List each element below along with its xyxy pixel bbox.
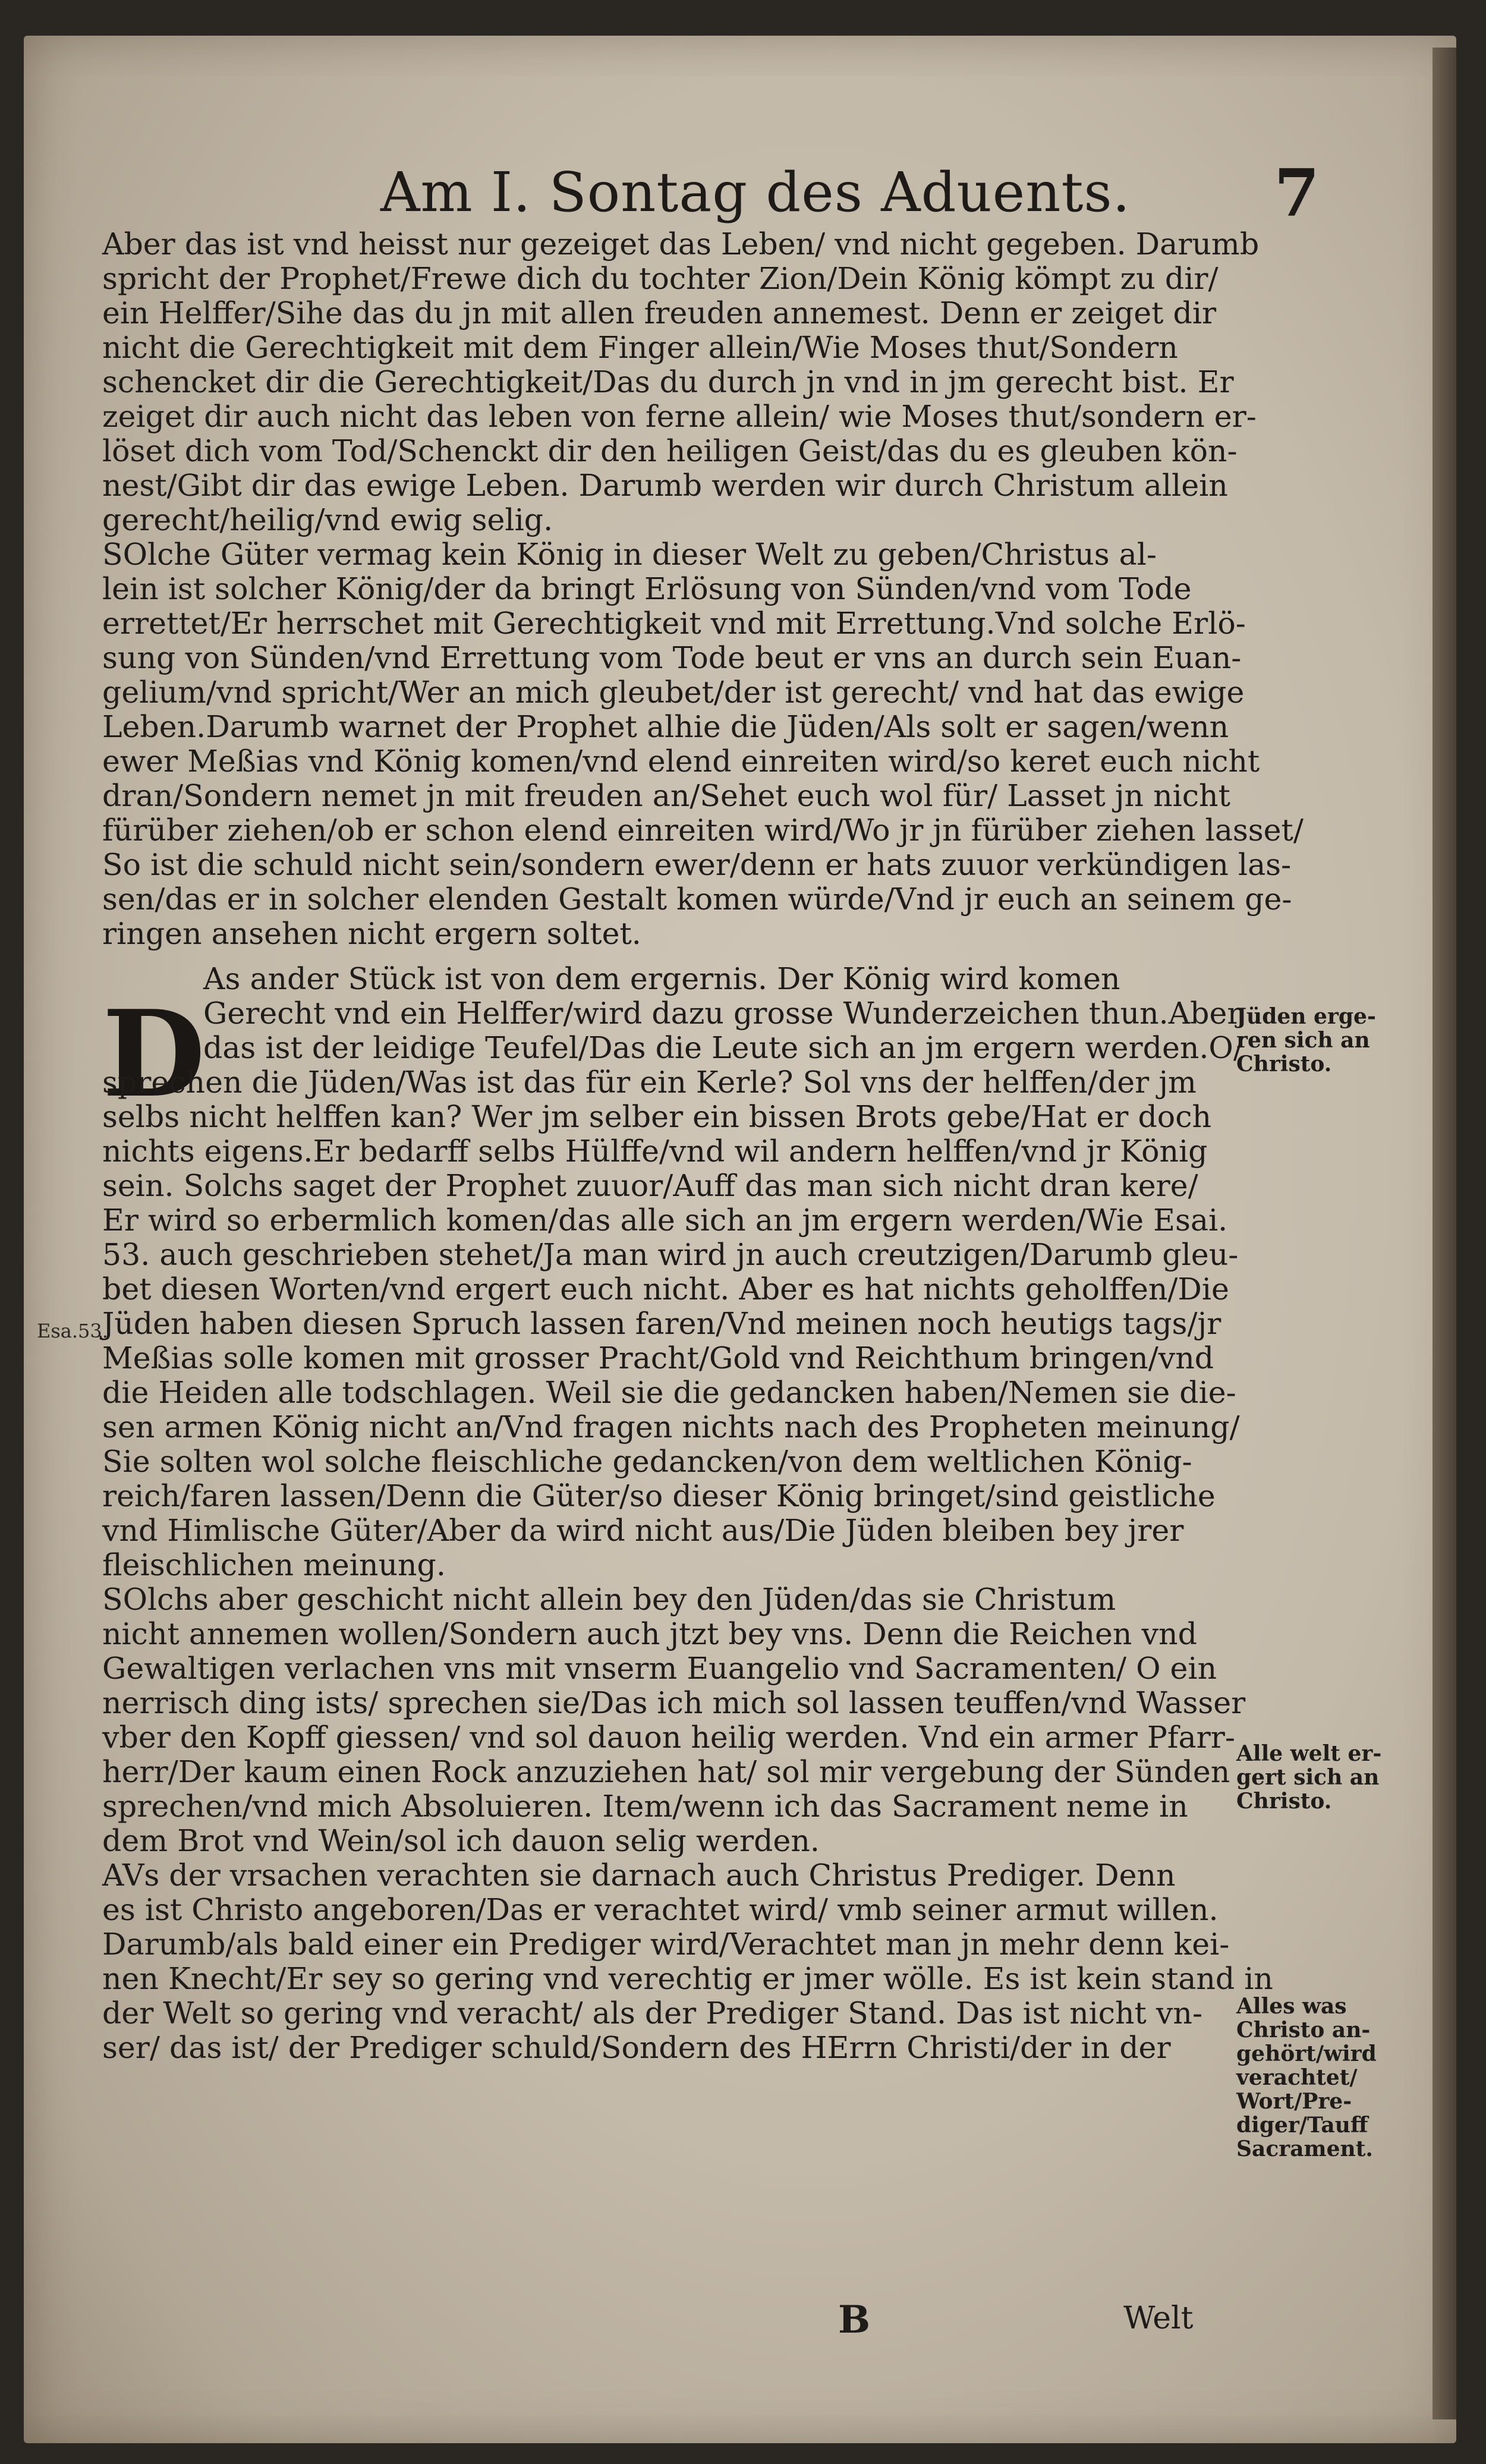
marginal-line: verachtet/ [1236,2065,1358,2090]
text-line: sprechen die Jüden/Was ist das für ein Kerle? Sol vns der helffen/der jm [102,1065,1197,1100]
marginal-line: Sacrament. [1236,2136,1373,2161]
marginal-line: Jüden erge- [1236,1004,1376,1029]
text-line: fürüber ziehen/ob er schon elend einreiten wird/Wo jr jn fürüber ziehen lasset/ [102,813,1304,848]
text-line: ewer Meßias vnd König komen/vnd elend einreiten wird/so keret euch nicht [102,744,1260,779]
text-line: die Heiden alle todschlagen. Weil sie die gedancken haben/Nemen sie die- [102,1375,1236,1410]
text-line: 53. auch geschrieben stehet/Ja man wird jn auch creutzigen/Darumb gleu- [102,1237,1239,1272]
marginal-line: Christo. [1236,1789,1332,1814]
text-line: reich/faren lassen/Denn die Güter/so dieser König bringet/sind geistliche [102,1478,1216,1513]
text-line: sein. Solchs saget der Prophet zuuor/Auff das man sich nicht dran kere/ [102,1168,1198,1203]
text-line: Gewaltigen verlachen vns mit vnserm Euangelio vnd Sacramenten/ O ein [102,1651,1217,1686]
text-line: Sie solten wol solche fleischliche gedancken/von dem weltlichen König- [102,1444,1192,1479]
text-line: sen armen König nicht an/Vnd fragen nichts nach des Propheten meinung/ [102,1409,1240,1445]
text-line: gelium/vnd spricht/Wer an mich gleubet/der ist gerecht/ vnd hat das ewige [102,675,1245,710]
text-line: der Welt so gering vnd veracht/ als der Prediger Stand. Das ist nicht vn- [102,1996,1203,2031]
page-number: 7 [1274,155,1320,231]
text-line: Darumb/als bald einer ein Prediger wird/Verachtet man jn mehr denn kei- [102,1927,1230,1962]
marginal-line: gert sich an [1236,1765,1380,1790]
text-line: SOlchs aber geschicht nicht allein bey den Jüden/das sie Christum [102,1582,1116,1617]
text-line: vnd Himlische Güter/Aber da wird nicht aus/Die Jüden bleiben bey jrer [102,1513,1184,1548]
left-marginal-reference: Esa.53. [37,1320,108,1342]
marginal-line: Alle welt er- [1236,1741,1382,1766]
text-line: Meßias solle komen mit grosser Pracht/Gold vnd Reichthum bringen/vnd [102,1340,1214,1376]
text-line: Jüden haben diesen Spruch lassen faren/Vnd meinen noch heutigs tags/jr [102,1306,1221,1341]
text-line: sung von Sünden/vnd Errettung vom Tode beut er vns an durch sein Euan- [102,640,1242,675]
page-title: Am I. Sontag des Aduents. [380,161,1131,224]
marginal-note-2 [1236,1742,1381,1813]
marginal-line: diger/Tauff [1236,2113,1368,2138]
marginal-line: Wort/Pre- [1236,2089,1352,2114]
text-line: nen Knecht/Er sey so gering vnd verechtig er jmer wölle. Es ist kein stand in [102,1961,1273,1996]
text-line: zeiget dir auch nicht das leben von ferne allein/ wie Moses thut/sondern er- [102,399,1257,434]
marginal-line: Alles was [1236,1994,1347,2019]
text-line: So ist die schuld nicht sein/sondern ewer/denn er hats zuuor verkündigen las- [102,847,1292,882]
marginal-line: Christo an- [1236,2018,1371,2043]
text-line: ein Helffer/Sihe das du jn mit allen freuden annemest. Denn er zeiget dir [102,295,1217,331]
text-line: das ist der leidige Teufel/Das die Leute sich an jm ergern werden.O/ [203,1030,1243,1065]
running-header [380,155,1320,231]
text-line: sen/das er in solcher elenden Gestalt komen würde/Vnd jr euch an seinem ge- [102,882,1292,917]
text-line: ringen ansehen nicht ergern soltet. [102,916,641,951]
drop-cap: D [102,984,206,1124]
text-line: Leben.Darumb warnet der Prophet alhie die Jüden/Als solt er sagen/wenn [102,709,1229,744]
marginal-line: ren sich an [1236,1028,1370,1053]
text-line: Aber das ist vnd heisst nur gezeiget das Leben/ vnd nicht gegeben. Darumb [102,226,1260,262]
text-line: herr/Der kaum einen Rock anzuziehen hat/ sol mir vergebung der Sünden [102,1754,1230,1789]
text-line: Er wird so erbermlich komen/das alle sich an jm ergern werden/Wie Esai. [102,1203,1228,1238]
marginal-note-1 [1236,1005,1376,1076]
text-line: SOlche Güter vermag kein König in dieser Welt zu geben/Christus al- [102,537,1157,572]
text-line: As ander Stück ist von dem ergernis. Der König wird komen [203,961,1120,996]
text-line: es ist Christo angeboren/Das er verachtet wird/ vmb seiner armut willen. [102,1892,1219,1927]
text-line: sprechen/vnd mich Absoluieren. Item/wenn ich das Sacrament neme in [102,1789,1188,1824]
marginal-note-3 [1236,1994,1377,2161]
text-line: fleischlichen meinung. [102,1547,446,1582]
text-line: schencket dir die Gerechtigkeit/Das du durch jn vnd in jm gerecht bist. Er [102,364,1234,399]
text-line: spricht der Prophet/Frewe dich du tochter Zion/Dein König kömpt zu dir/ [102,261,1219,296]
text-line: löset dich vom Tod/Schenckt dir den heiligen Geist/das du es gleuben kön- [102,433,1238,468]
text-line: dem Brot vnd Wein/sol ich dauon selig werden. [102,1823,820,1858]
text-line: ser/ das ist/ der Prediger schuld/Sondern des HErrn Christi/der in der [102,2030,1171,2065]
text-line: Gerecht vnd ein Helffer/wird dazu grosse Wunderzeichen thun.Aber [203,996,1242,1031]
text-line: gerecht/heilig/vnd ewig selig. [102,502,553,537]
text-line: bet diesen Worten/vnd ergert euch nicht. Aber es hat nichts geholffen/Die [102,1272,1229,1307]
page-edge [1433,48,1456,2419]
text-line: dran/Sondern nemet jn mit freuden an/Sehet euch wol für/ Lasset jn nicht [102,778,1230,813]
text-line: vber den Kopff giessen/ vnd sol dauon heilig werden. Vnd ein armer Pfarr- [102,1720,1235,1755]
text-line: nest/Gibt dir das ewige Leben. Darumb werden wir durch Christum allein [102,468,1228,503]
text-line: lein ist solcher König/der da bringt Erlösung von Sünden/vnd vom Tode [102,571,1192,606]
marginal-line: Christo. [1236,1052,1332,1077]
signature-mark: B [838,2298,871,2342]
catchword: Welt [1123,2301,1194,2336]
paragraph-gap [102,951,1232,962]
text-line: nichts eigens.Er bedarff selbs Hülffe/vnd wil andern helffen/vnd jr König [102,1134,1208,1169]
text-line: errettet/Er herrschet mit Gerechtigkeit vnd mit Errettung.Vnd solche Erlö- [102,606,1246,641]
text-line: selbs nicht helffen kan? Wer jm selber ein bissen Brots gebe/Hat er doch [102,1099,1212,1134]
text-line: AVs der vrsachen verachten sie darnach auch Christus Prediger. Denn [102,1858,1176,1893]
text-line: nerrisch ding ists/ sprechen sie/Das ich mich sol lassen teuffen/vnd Wasser [102,1685,1246,1720]
text-line: nicht die Gerechtigkeit mit dem Finger allein/Wie Moses thut/Sondern [102,330,1178,365]
marginal-line: gehört/wird [1236,2041,1377,2066]
text-line: nicht annemen wollen/Sondern auch jtzt bey vns. Denn die Reichen vnd [102,1616,1197,1651]
